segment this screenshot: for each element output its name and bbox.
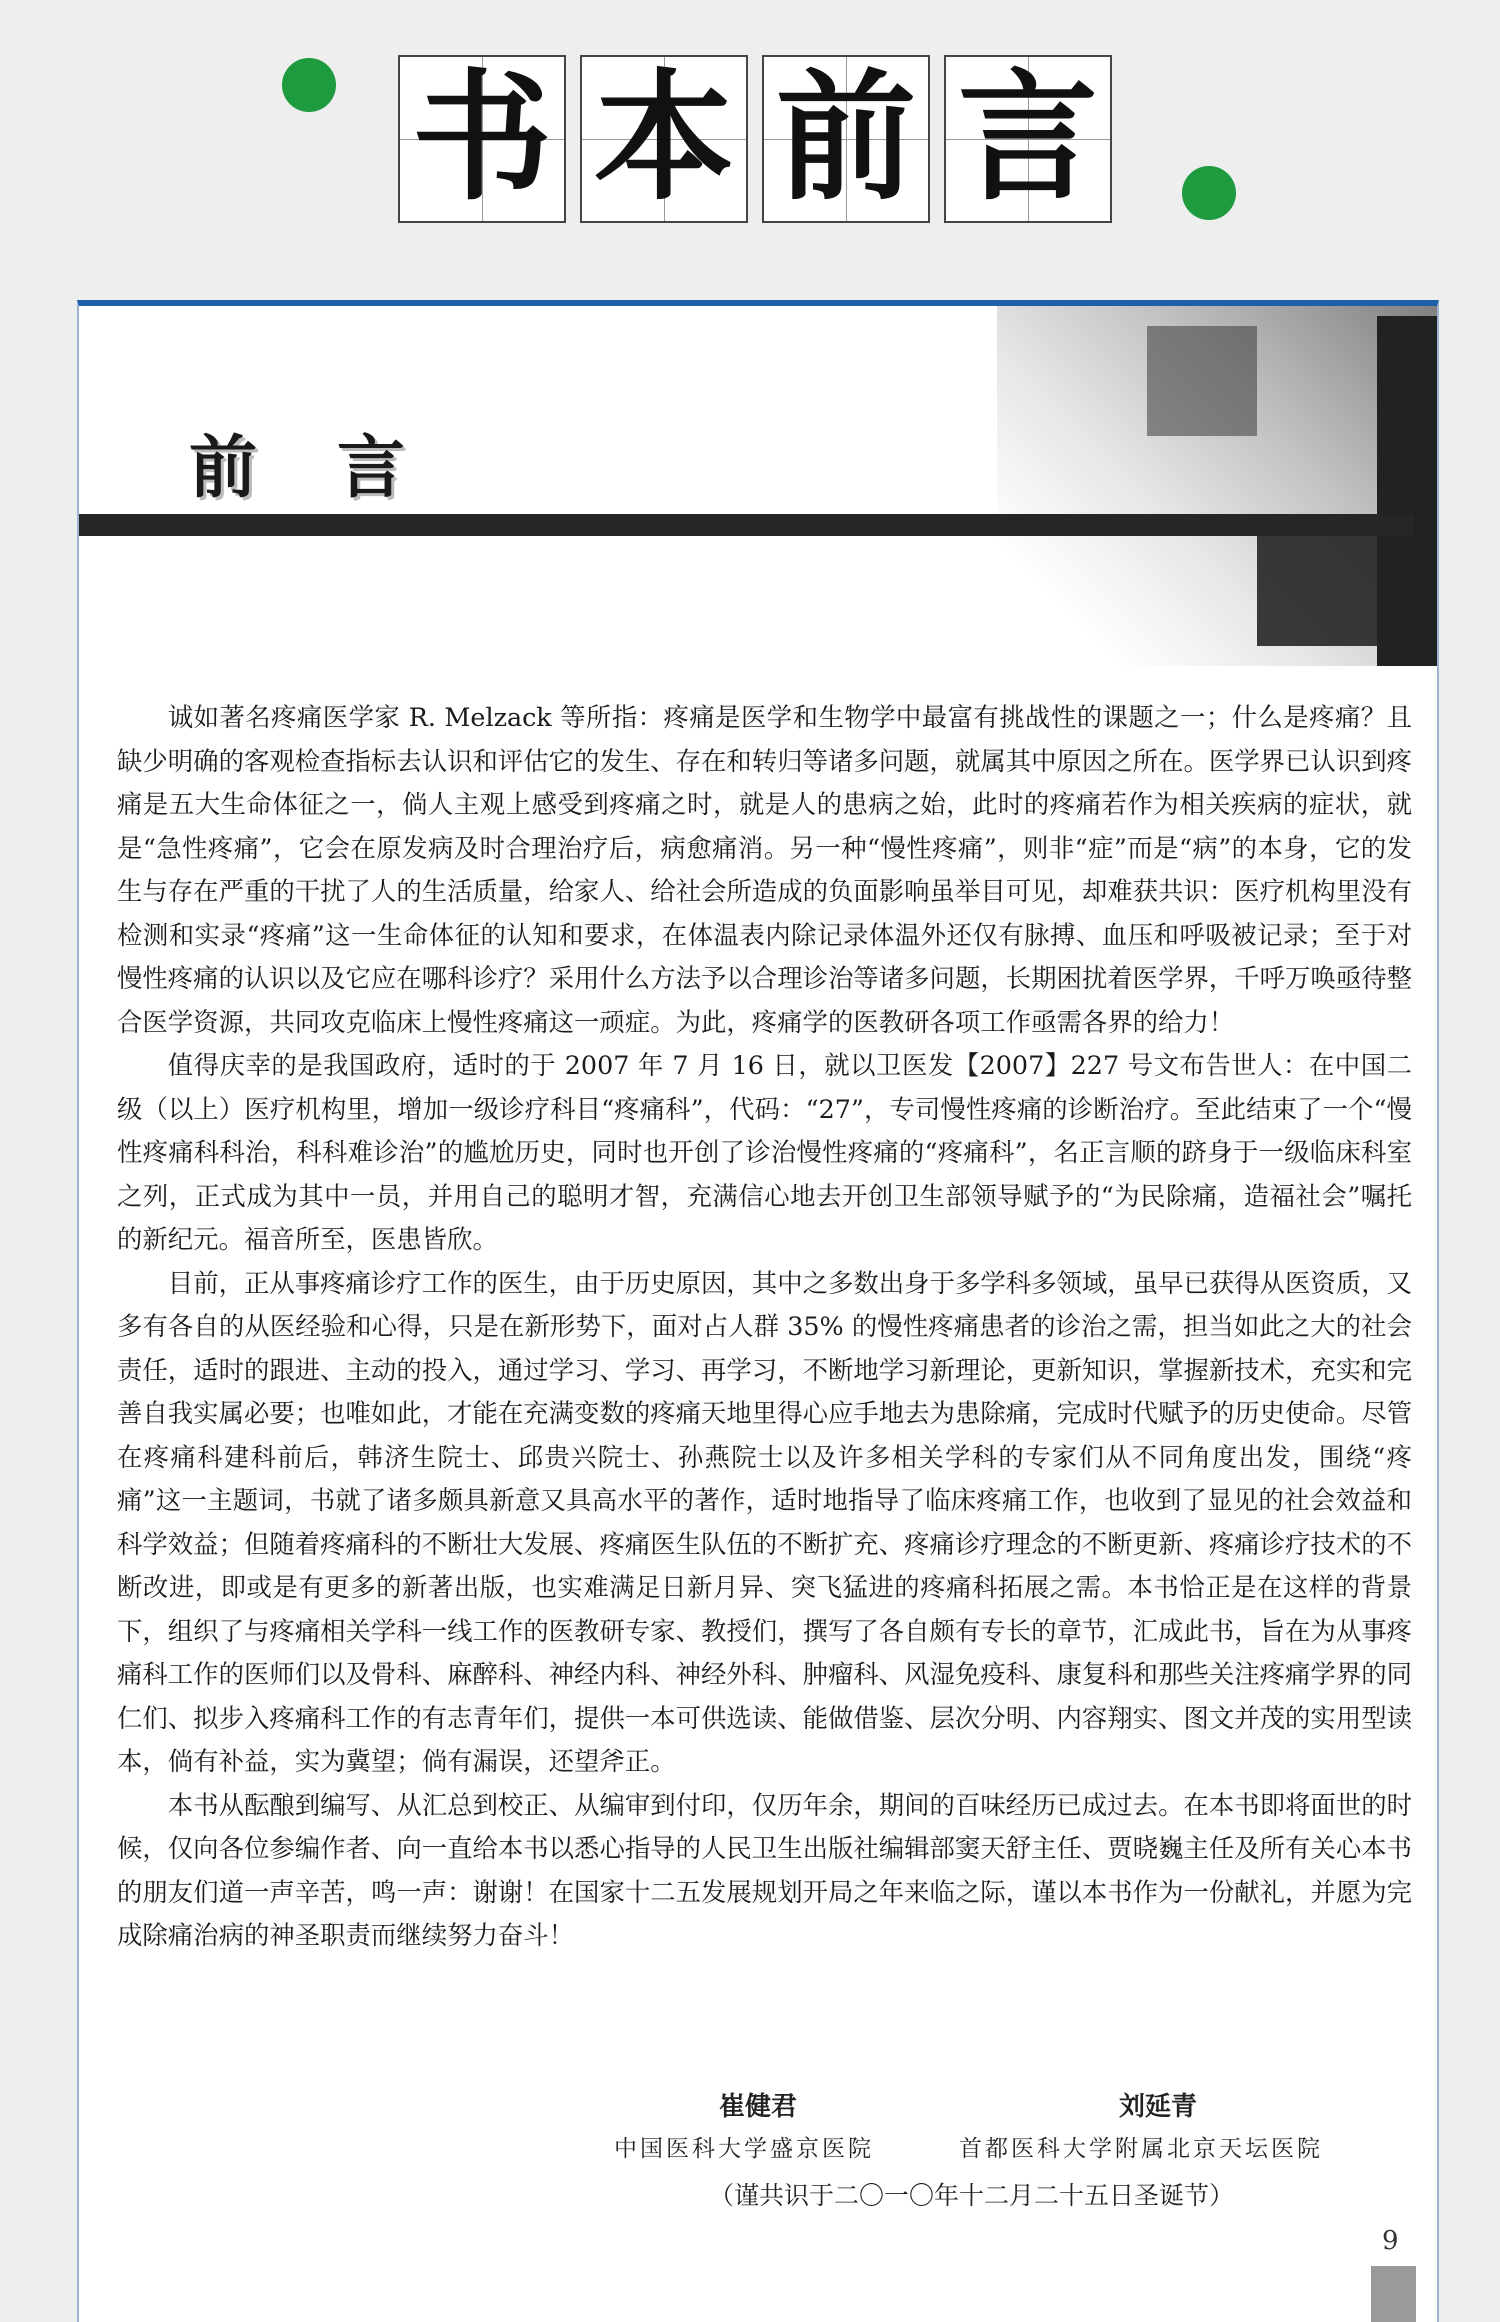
banner-char: 本 — [593, 57, 734, 220]
author-institution: 首都医科大学附属北京天坛医院 — [959, 2136, 1323, 2162]
banner-char: 书 — [411, 57, 552, 220]
header-decoration-square — [1147, 326, 1257, 436]
page-number: 9 — [1382, 2226, 1399, 2256]
author-name: 刘延青 — [1119, 2092, 1198, 2122]
paragraph: 目前，正从事疼痛诊疗工作的医生，由于历史原因，其中之多数出身于多学科多领域，虽早已获得从医资质，又多有各自的从医经验和心得，只是在新形势下，面对占人群 35% 的慢性疼痛患者的诊治之需，担当如此之大的社会责任，适时的跟进、主动的投入，通过学习、学习、再学习，不断地学习新理论，更新知识，掌握新技术，充实和完善自我实属必要；也唯如此，才能在充满变数的疼痛天地里得心应手地去为患除痛，完成时代赋予的历史使命。尽管在疼痛科建科前后，韩济生院士、邱贵兴院士、孙燕院士以及许多相关学科的专家们从不同角度出发，围绕“疼痛”这一主题词，书就了诸多颇具新意又具高水平的著作，适时地指导了临床疼痛工作，也收到了显见的社会效益和科学效益；但随着疼痛科的不断壮大发展、疼痛医生队伍的不断扩充、疼痛诊疗理念的不断更新、疼痛诊疗技术的不断改进，即或是有更多的新著出版，也实难满足日新月异、突飞猛进的疼痛科拓展之需。本书恰正是在这样的背景下，组织了与疼痛相关学科一线工作的医教研专家、教授们，撰写了各自颇有专长的章节，汇成此书，旨在为从事疼痛科工作的医师们以及骨科、麻醉科、神经内科、神经外科、肿瘤科、风湿免疫科、康复科和那些关注疼痛学界的同仁们、拟步入疼痛科工作的有志青年们，提供一本可供选读、能做借鉴、层次分明、内容翔实、图文并茂的实用型读本，倘有补益，实为冀望；倘有漏误，还望斧正。 — [117, 1267, 1412, 1776]
header-decoration-bar — [1377, 316, 1437, 666]
paragraph: 值得庆幸的是我国政府，适时的于 2007 年 7 月 16 日，就以卫医发【2007】227 号文布告世人：在中国二级（以上）医疗机构里，增加一级诊疗科目“疼痛科”，代码：“27”，专司慢性疼痛的诊断治疗。至此结束了一个“慢性疼痛科科治，科科难诊治”的尴尬历史，同时也开创了诊治慢性疼痛的“疼痛科”，名正言顺的跻身于一级临床科室之列，正式成为其中一员，并用自己的聪明才智，充满信心地去开创卫生部领导赋予的“为民除痛，造福社会”嘱托的新纪元。福音所至，医患皆欣。 — [117, 1050, 1412, 1254]
banner-char: 言 — [957, 57, 1098, 220]
banner-title — [398, 55, 1112, 223]
green-dot-right-icon — [1182, 166, 1236, 220]
date-line: （谨共识于二〇一〇年十二月二十五日圣诞节） — [709, 2181, 1235, 2210]
banner-char-box — [762, 55, 930, 223]
body-text — [117, 696, 1412, 1958]
page-edge-tab — [1371, 2266, 1416, 2322]
paragraph: 诚如著名疼痛医学家 R. Melzack 等所指：疼痛是医学和生物学中最富有挑战性的课题之一；什么是疼痛？且缺少明确的客观检查指标去认识和评估它的发生、存在和转归等诸多问题，就属其中原因之所在。医学界已认识到疼痛是五大生命体征之一，倘人主观上感受到疼痛之时，就是人的患病之始，此时的疼痛若作为相关疾病的症状，就是“急性疼痛”，它会在原发病及时合理治疗后，病愈痛消。另一种“慢性疼痛”，则非“症”而是“病”的本身，它的发生与存在严重的干扰了人的生活质量，给家人、给社会所造成的负面影响虽举目可见，却难获共识：医疗机构里没有检测和实录“疼痛”这一生命体征的认知和要求，在体温表内除记录体温外还仅有脉搏、血压和呼吸被记录；至于对慢性疼痛的认识以及它应在哪科诊疗？采用什么方法予以合理诊治等诸多问题，长期困扰着医学界，千呼万唤亟待整合医学资源，共同攻克临床上慢性疼痛这一顽症。为此，疼痛学的医教研各项工作亟需各界的给力！ — [117, 702, 1412, 1037]
book-page — [77, 300, 1439, 2322]
banner-char: 前 — [775, 57, 916, 220]
author-institution: 中国医科大学盛京医院 — [614, 2136, 874, 2162]
author-name: 崔健君 — [719, 2092, 798, 2122]
paragraph: 本书从酝酿到编写、从汇总到校正、从编审到付印，仅历年余，期间的百味经历已成过去。在本书即将面世的时候，仅向各位参编作者、向一直给本书以悉心指导的人民卫生出版社编辑部窦天舒主任、贾晓巍主任及所有关心本书的朋友们道一声辛苦，鸣一声：谢谢！在国家十二五发展规划开局之年来临之际，谨以本书作为一份献礼，并愿为完成除痛治病的神圣职责而继续努力奋斗！ — [117, 1789, 1412, 1950]
header-decoration-square — [1257, 536, 1377, 646]
banner-char-box — [398, 55, 566, 223]
green-dot-left-icon — [282, 58, 336, 112]
page-heading: 前言 — [189, 429, 486, 508]
banner-char-box — [580, 55, 748, 223]
banner-char-box — [944, 55, 1112, 223]
heading-rule — [79, 514, 1414, 536]
